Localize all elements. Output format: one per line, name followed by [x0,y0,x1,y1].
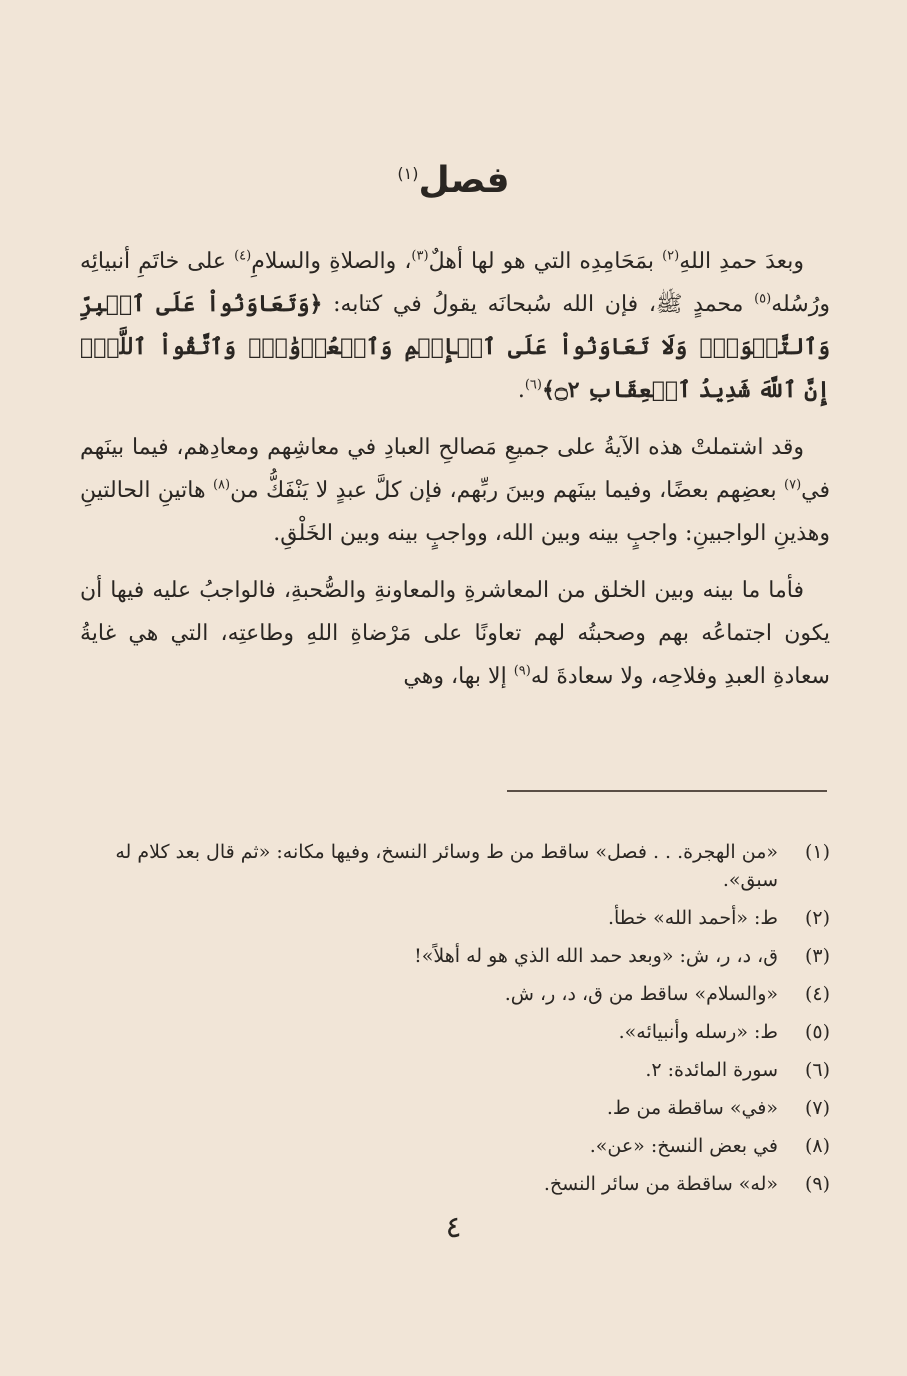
footnote-text: «من الهجرة. . . فصل» ساقط من ط وسائر النسخ، وفيها مكانه: «ثم قال بعد كلام له سبق». [115,841,778,891]
footnote-number: (٩) [804,1173,830,1195]
footnote-text: «له» ساقطة من سائر النسخ. [543,1173,778,1195]
text-span: بعضِهم بعضًا، وفيما بينَهم وبينَ ربِّهم، فإن كلَّ عبدٍ لا يَنْفَكُّ من [230,478,784,503]
text-span: وبعدَ حمدِ اللهِ [679,249,804,274]
footnote-text: «والسلام» ساقط من ق، د، ر، ش. [504,983,778,1005]
footnote-number: (٥) [804,1021,830,1043]
footnote-text: «في» ساقطة من ط. [606,1097,778,1119]
footnote-text: ق، د، ر، ش: «وبعد حمد الله الذي هو له أهلاً»! [414,945,778,967]
section-heading [0,160,907,201]
footnote-item [70,1018,830,1046]
text-span: بمَحَامِدِه التي هو لها أهلٌ [428,249,663,274]
footnote-item [70,942,830,970]
paragraph-1 [80,240,830,412]
footnotes-list [70,838,830,1208]
footnote-marker: (٧) [784,477,802,493]
footnote-number: (٢) [804,907,830,929]
footnote-text: ط: «رسله وأنبيائه». [618,1021,778,1043]
footnote-item [70,838,830,894]
footnote-divider [507,790,827,792]
text-span: هاتينِ الحالتينِ وهذينِ الواجبينِ: واجبٍ بينه وبين الله، وواجبٍ بينه وبين الخَلْقِ. [80,478,830,546]
footnote-marker: (٢) [662,248,680,264]
footnote-marker: (٣) [411,248,429,264]
heading-title: فصل [418,160,510,201]
text-span: على خاتَمِ أنبيائِه ورُسُله [80,249,830,317]
text-span: محمدٍ ﷺ، فإن الله سُبحانَه يقولُ في كتابه: [322,292,755,317]
heading-footnote-marker: (١) [397,164,419,183]
text-span: إلا بها، وهي [403,664,514,689]
footnote-text: سورة المائدة: ٢. [645,1059,778,1081]
footnote-number: (٤) [804,983,830,1005]
main-text [80,240,830,712]
footnote-number: (٧) [804,1097,830,1119]
footnote-number: (٣) [804,945,830,967]
footnote-marker: (٨) [212,477,231,493]
footnote-item [70,980,830,1008]
footnote-text: ط: «أحمد الله» خطأ. [607,907,778,929]
footnote-item [70,1170,830,1198]
footnote-number: (٦) [804,1059,830,1081]
footnote-item [70,1056,830,1084]
footnote-number: (١) [804,841,830,863]
text-span: وقد اشتملتْ هذه الآيةُ على جميعِ مَصالحِ العبادِ في معاشِهم ومعادِهم، فيما بينَهم في [80,435,830,503]
quran-verse: ﴿وَتَعَاوَنُواْ عَلَى ٱلۡبِرِّ وَٱلتَّقۡوَىٰۖ وَلَا تَعَاوَنُواْ عَلَى ٱلۡإِثۡمِ وَٱلۡعُدۡوَٰنِۚ وَٱتَّقُواْ ٱللَّهَۖ إِنَّ ٱللَّهَ شَدِيدُ ٱلۡعِقَابِ ۝٢﴾ [80,291,830,403]
text-span: . [517,378,525,403]
text-span: ، والصلاةِ والسلامِ [251,249,412,274]
footnote-item [70,1132,830,1160]
footnote-marker: (٦) [524,377,542,393]
footnote-marker: (٤) [234,248,252,264]
footnote-item [70,1094,830,1122]
footnote-marker: (٩) [513,663,531,679]
page-number: ٤ [445,1210,462,1245]
footnote-text: في بعض النسخ: «عن». [589,1135,778,1157]
footnote-marker: (٥) [754,291,772,307]
footnote-item [70,904,830,932]
paragraph-2 [80,426,830,555]
text-span: فأما ما بينه وبين الخلق من المعاشرةِ والمعاونةِ والصُّحبةِ، فالواجبُ عليه فيها أن يكون اجتماعُه بهم وصحبتُه لهم تعاونًا على مَرْضاةِ اللهِ وطاعتِه، التي هي غايةُ سعادةِ العبدِ وفلاحِه، ولا سعادةَ له [80,578,830,689]
paragraph-3 [80,569,830,698]
footnote-number: (٨) [804,1135,830,1157]
